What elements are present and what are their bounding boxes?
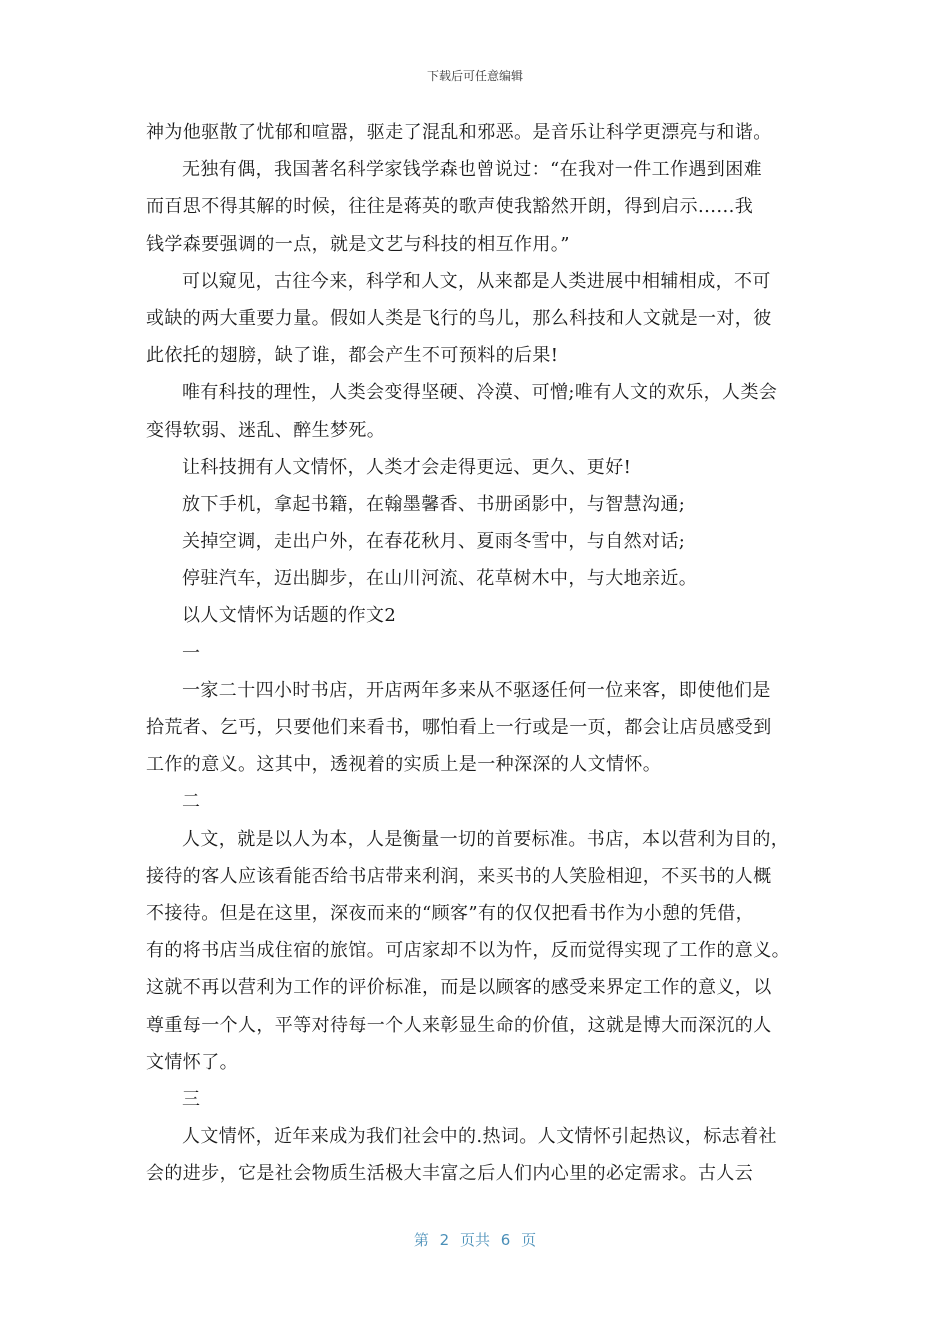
text-line: 变得软弱、迷乱、醉生梦死。 [146, 419, 386, 441]
text-line: 有的将书店当成住宿的旅馆。可店家却不以为忤，反而觉得实现了工作的意义。 [146, 940, 790, 962]
text-line: 唯有科技的理性，人类会变得坚硬、冷漠、可憎;唯有人文的欢乐，人类会 [182, 382, 778, 404]
section-number: 三 [182, 1088, 201, 1110]
text-line: 人文情怀，近年来成为我们社会中的.热词。人文情怀引起热议，标志着社 [182, 1126, 777, 1148]
text-line: 神为他驱散了忧郁和喧嚣，驱走了混乱和邪恶。是音乐让科学更漂亮与和谐。 [146, 122, 772, 143]
section-title: 以人文情怀为话题的作文2 [182, 605, 397, 627]
text-line: 钱学森要强调的一点，就是文艺与科技的相互作用。” [146, 233, 570, 255]
text-line: 关掉空调，走出户外，在春花秋月、夏雨冬雪中，与自然对话; [182, 531, 686, 553]
text-line: 人文，就是以人为本，人是衡量一切的首要标准。书店，本以营利为目的， [182, 828, 790, 850]
text-line: 无独有偶，我国著名科学家钱学森也曾说过：“在我对一件工作遇到困难 [182, 159, 762, 181]
text-line: 一家二十四小时书店，开店两年多来从不驱逐任何一位来客，即使他们是 [182, 679, 771, 701]
text-line: 不接待。但是在这里，深夜而来的“顾客”有的仅仅把看书作为小憩的凭借， [146, 902, 755, 924]
text-line: 而百思不得其解的时候，往往是蒋英的歌声使我豁然开朗，得到启示......我 [146, 196, 754, 218]
section-number: 一 [182, 642, 201, 664]
page-header: 下载后可任意编辑 [426, 69, 523, 83]
text-line: 工作的意义。这其中，透视着的实质上是一种深深的人文情怀。 [146, 754, 662, 776]
text-line: 让科技拥有人文情怀，人类才会走得更远、更久、更好! [182, 456, 632, 478]
text-line: 或缺的两大重要力量。假如人类是飞行的鸟儿，那么科技和人文就是一对，彼 [146, 307, 772, 329]
text-line: 文情怀了。 [146, 1051, 238, 1073]
text-line: 会的进步，它是社会物质生活极大丰富之后人们内心里的必定需求。古人云 [146, 1163, 754, 1185]
text-line: 拾荒者、乞丐，只要他们来看书，哪怕看上一行或是一页，都会让店员感受到 [146, 717, 772, 738]
page-footer: 第 2 页共 6 页 [413, 1231, 537, 1249]
text-line: 停驻汽车，迈出脚步，在山川河流、花草树木中，与大地亲近。 [182, 568, 698, 590]
text-line: 可以窥见，古往今来，科学和人文，从来都是人类进展中相辅相成，不可 [182, 270, 771, 292]
text-line: 接待的客人应该看能否给书店带来利润，来买书的人笑脸相迎，不买书的人概 [146, 865, 772, 887]
text-line: 此依托的翅膀，缺了谁，都会产生不可预料的后果! [146, 345, 559, 367]
text-line: 放下手机，拿起书籍，在翰墨馨香、书册函影中，与智慧沟通; [182, 493, 686, 515]
section-number: 二 [182, 791, 201, 813]
text-line: 尊重每一个人，平等对待每一个人来彰显生命的价值，这就是博大而深沉的人 [146, 1014, 772, 1036]
text-line: 这就不再以营利为工作的评价标准，而是以顾客的感受来界定工作的意义，以 [146, 977, 772, 999]
document-body [146, 114, 806, 1192]
